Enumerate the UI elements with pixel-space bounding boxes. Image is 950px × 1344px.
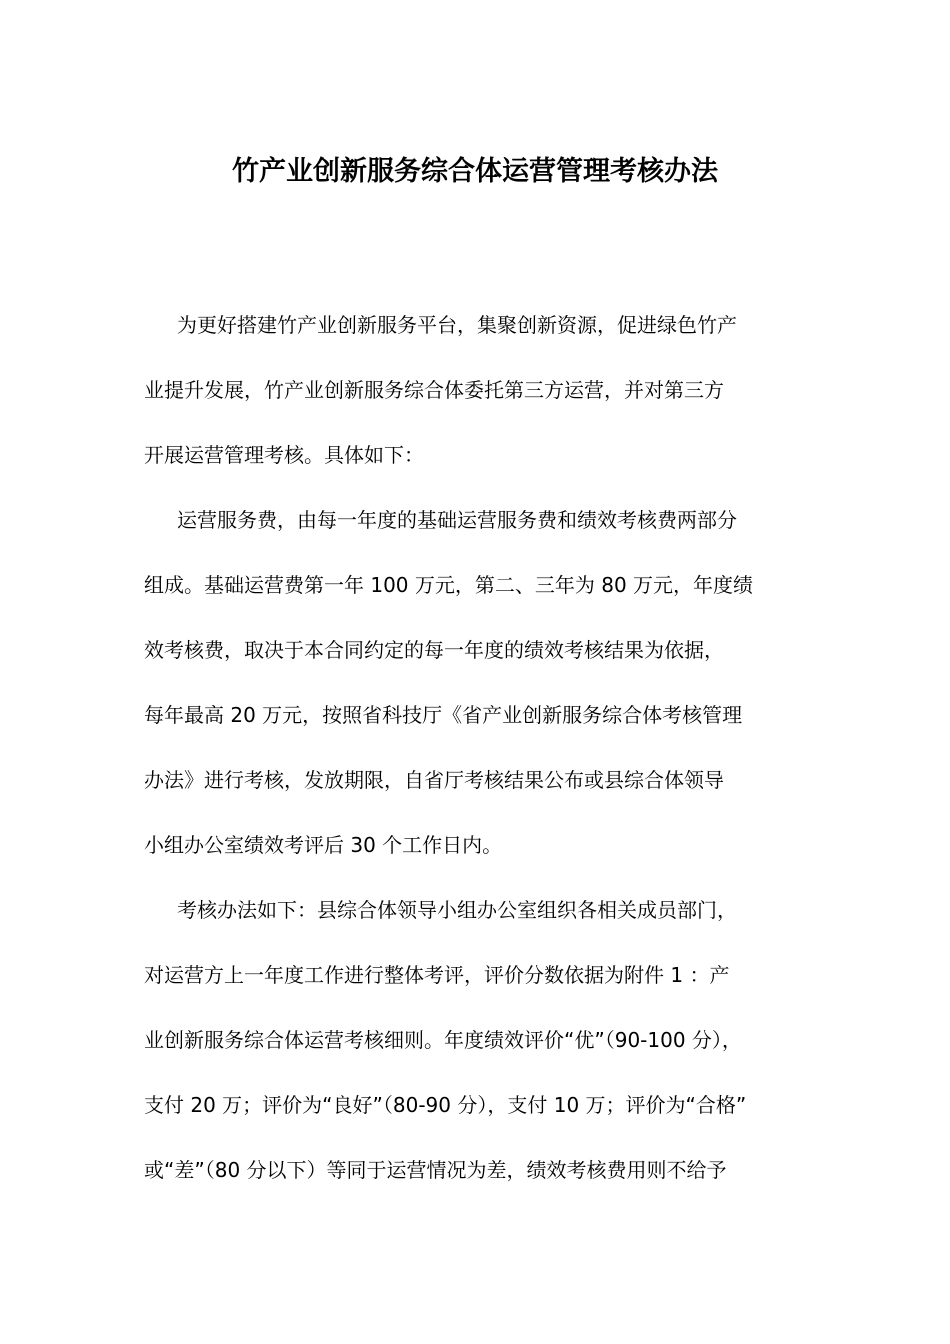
text-line: 组成。基础运营费第一年 100 万元，第二、三年为 80 万元，年度绩 (144, 573, 754, 597)
text-line: 效考核费，取决于本合同约定的每一年度的绩效考核结果为依据， (144, 638, 724, 662)
text-line: 小组办公室绩效考评后 30 个工作日内。 (144, 833, 503, 857)
text-line: 为更好搭建竹产业创新服务平台，集聚创新资源，促进绿色竹产 (177, 313, 737, 337)
document-title: 竹产业创新服务综合体运营管理考核办法 (232, 156, 718, 187)
text-line: 每年最高 20 万元，按照省科技厅《省产业创新服务综合体考核管理 (144, 703, 743, 727)
text-line: 业创新服务综合体运营考核细则。年度绩效评价“优”（90-100 分）， (144, 1028, 742, 1052)
text-line: 对运营方上一年度工作进行整体考评，评价分数依据为附件 1 ：产 (144, 963, 730, 987)
text-line: 考核办法如下：县综合体领导小组办公室组织各相关成员部门， (177, 898, 737, 922)
document-body (144, 303, 810, 1213)
text-line: 开展运营管理考核。具体如下： (144, 443, 424, 467)
text-line: 业提升发展，竹产业创新服务综合体委托第三方运营，并对第三方 (144, 378, 724, 402)
text-line: 支付 20 万；评价为“良好”（80-90 分），支付 10 万；评价为“合格” (144, 1093, 747, 1117)
paragraph-intro (144, 303, 810, 498)
paragraph-service-fee (144, 498, 810, 888)
text-line: 办法》进行考核，发放期限，自省厅考核结果公布或县综合体领导 (144, 768, 724, 792)
text-line: 运营服务费，由每一年度的基础运营服务费和绩效考核费两部分 (177, 508, 737, 532)
paragraph-assessment-method (144, 888, 810, 1213)
text-line: 或“差”（80 分以下）等同于运营情况为差，绩效考核费用则不给予 (144, 1158, 727, 1182)
